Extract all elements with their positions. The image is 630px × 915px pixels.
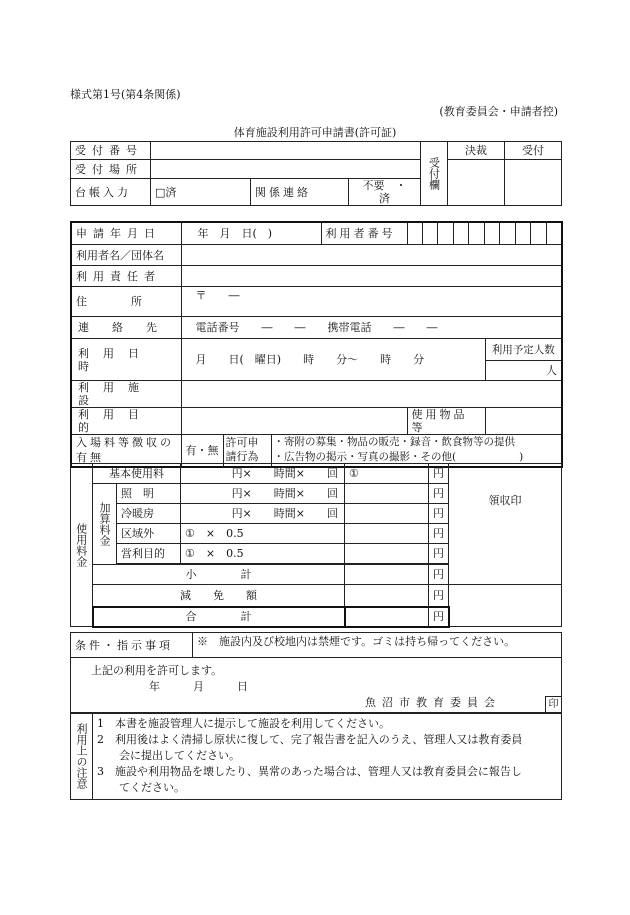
- subtotal-yen: 円: [429, 565, 449, 585]
- permit-line-1: ・寄附の募集・物品の販売・録音・飲食物等の提供: [273, 436, 515, 449]
- planned-count-label: 利用予定人数: [485, 339, 562, 361]
- reception-table: [70, 141, 562, 206]
- basic-fee-calc[interactable]: 円× 時間× 回: [181, 464, 345, 484]
- permission-block: [71, 658, 562, 714]
- exemption-amount[interactable]: [345, 585, 429, 607]
- receipt-header: 受付: [505, 142, 562, 160]
- note-3-cont: てください。: [97, 781, 185, 794]
- equipment-label: 使用物品等: [407, 408, 485, 435]
- notes-list: [93, 713, 562, 800]
- cooling-calc[interactable]: 円× 時間× 回: [181, 504, 345, 524]
- cooling-yen: 円: [429, 504, 449, 524]
- purpose-label: 利用目的: [71, 408, 181, 435]
- reception-place-field[interactable]: [151, 160, 421, 179]
- note-2: 2 利用後はよく清掃し原状に復して、完了報告書を記入のうえ、管理人又は教育委員: [97, 733, 523, 746]
- user-name-label: 利用者名／団体名: [71, 245, 181, 266]
- basic-fee-label: 基本使用料: [93, 464, 181, 484]
- outside-area-amount[interactable]: [345, 524, 429, 544]
- permit-actions[interactable]: [271, 435, 562, 467]
- permit-label: 許可申請行為: [223, 435, 271, 467]
- notes-side-label: 利用上の注意: [71, 713, 93, 800]
- address-label: 住 所: [71, 287, 181, 317]
- note-1: 1 本書を施設管理人に提示して施設を利用してください。: [97, 717, 390, 730]
- decision-header: 決裁: [448, 142, 505, 160]
- responsible-person-field[interactable]: [181, 266, 562, 287]
- copy-note: (教育委員会・申請者控): [439, 105, 558, 118]
- contact-label: 連 絡 先: [71, 317, 181, 339]
- user-number-label: 利用者番号: [321, 222, 407, 245]
- receipt-blank-1: [449, 585, 562, 607]
- fee-table: [70, 463, 562, 628]
- basic-fee-yen: 円: [429, 464, 449, 484]
- fee-side-label: 使用料金: [71, 464, 93, 627]
- form-number: 様式第1号(第4条関係): [70, 88, 181, 101]
- cooling-amount[interactable]: [345, 504, 429, 524]
- decision-stamp-box[interactable]: [448, 160, 505, 206]
- application-table: [70, 221, 563, 468]
- equipment-field[interactable]: [485, 408, 562, 435]
- conditions-table: [70, 632, 562, 714]
- ledger-done-checkbox[interactable]: □済: [151, 179, 251, 206]
- responsible-person-label: 利用責任者: [71, 266, 181, 287]
- admission-choice[interactable]: 有・無: [181, 435, 223, 467]
- admission-label: 入場料等徴収の有無: [71, 435, 181, 467]
- subtotal-label: 小 計: [93, 565, 345, 585]
- permit-line-2: ・広告物の掲示・写真の撮影・その他( ): [273, 451, 524, 464]
- outside-area-calc[interactable]: ① × 0.5: [181, 524, 345, 544]
- facility-field[interactable]: [181, 381, 562, 408]
- exemption-label: 減 免 額: [93, 585, 345, 607]
- facility-label: 利用施設: [71, 381, 181, 408]
- lighting-label: 照 明: [117, 484, 181, 504]
- reception-side-label: 受付欄: [421, 142, 448, 206]
- commercial-calc[interactable]: ① × 0.5: [181, 544, 345, 564]
- outside-area-yen: 円: [429, 524, 449, 544]
- commercial-label: 営利目的: [117, 544, 181, 564]
- application-date-label: 申請年月日: [71, 222, 181, 245]
- contact-phone-field[interactable]: 電話番号 ― ― 携帯電話 ― ―: [181, 317, 562, 339]
- reception-place-label: 受付場所: [71, 160, 151, 179]
- page-title: 体育施設利用許可申請書(許可証): [233, 126, 397, 139]
- relation-value[interactable]: 不要 ・ 済: [349, 179, 421, 206]
- permission-text: 上記の利用を許可します。: [91, 664, 223, 677]
- additional-fee-label: 加算料金: [93, 484, 117, 565]
- address-field[interactable]: 〒 ―: [181, 287, 562, 317]
- planned-count-field[interactable]: 人: [485, 361, 562, 381]
- receipt-blank-2: [449, 607, 562, 627]
- conditions-text: ※ 施設内及び校地内は禁煙です。ゴミは持ち帰ってください。: [193, 633, 562, 658]
- official-seal: 印: [545, 696, 562, 713]
- reception-number-field[interactable]: [151, 142, 421, 160]
- lighting-calc[interactable]: 円× 時間× 回: [181, 484, 345, 504]
- notes-table: [70, 712, 562, 800]
- user-number-field[interactable]: [407, 222, 562, 245]
- commercial-yen: 円: [429, 544, 449, 564]
- conditions-label: 条件・指示事項: [71, 633, 193, 658]
- receipt-stamp-box[interactable]: [505, 160, 562, 206]
- basic-fee-amount[interactable]: [345, 464, 429, 484]
- commercial-amount[interactable]: [345, 544, 429, 564]
- user-name-field[interactable]: [181, 245, 562, 266]
- circle-1-mark: ①: [349, 467, 359, 480]
- application-date-field[interactable]: 年 月 日( ): [181, 222, 321, 245]
- receipt-stamp-area[interactable]: 領収印: [449, 464, 562, 585]
- subtotal-amount[interactable]: [345, 565, 429, 585]
- total-yen: 円: [429, 607, 449, 627]
- permission-date[interactable]: 年 月 日: [149, 680, 248, 693]
- note-3: 3 施設や利用物品を壊したり、異常のあった場合は、管理人又は教育委員会に報告し: [97, 765, 522, 778]
- use-date-label: 利用日時: [71, 339, 181, 381]
- purpose-field[interactable]: [181, 408, 407, 435]
- reception-number-label: 受付番号: [71, 142, 151, 160]
- use-date-field[interactable]: 月 日( 曜日) 時 分～ 時 分: [181, 339, 485, 381]
- authority-name: 魚沼市教育委員会: [365, 696, 501, 709]
- relation-label: 関係連絡: [251, 179, 349, 206]
- lighting-amount[interactable]: [345, 484, 429, 504]
- note-2-cont: 会に提出してください。: [97, 749, 240, 762]
- exemption-yen: 円: [429, 585, 449, 607]
- lighting-yen: 円: [429, 484, 449, 504]
- ledger-input-label: 台帳入力: [71, 179, 151, 206]
- total-label: 合 計: [93, 607, 345, 627]
- cooling-label: 冷暖房: [117, 504, 181, 524]
- total-amount[interactable]: [345, 607, 429, 627]
- outside-area-label: 区域外: [117, 524, 181, 544]
